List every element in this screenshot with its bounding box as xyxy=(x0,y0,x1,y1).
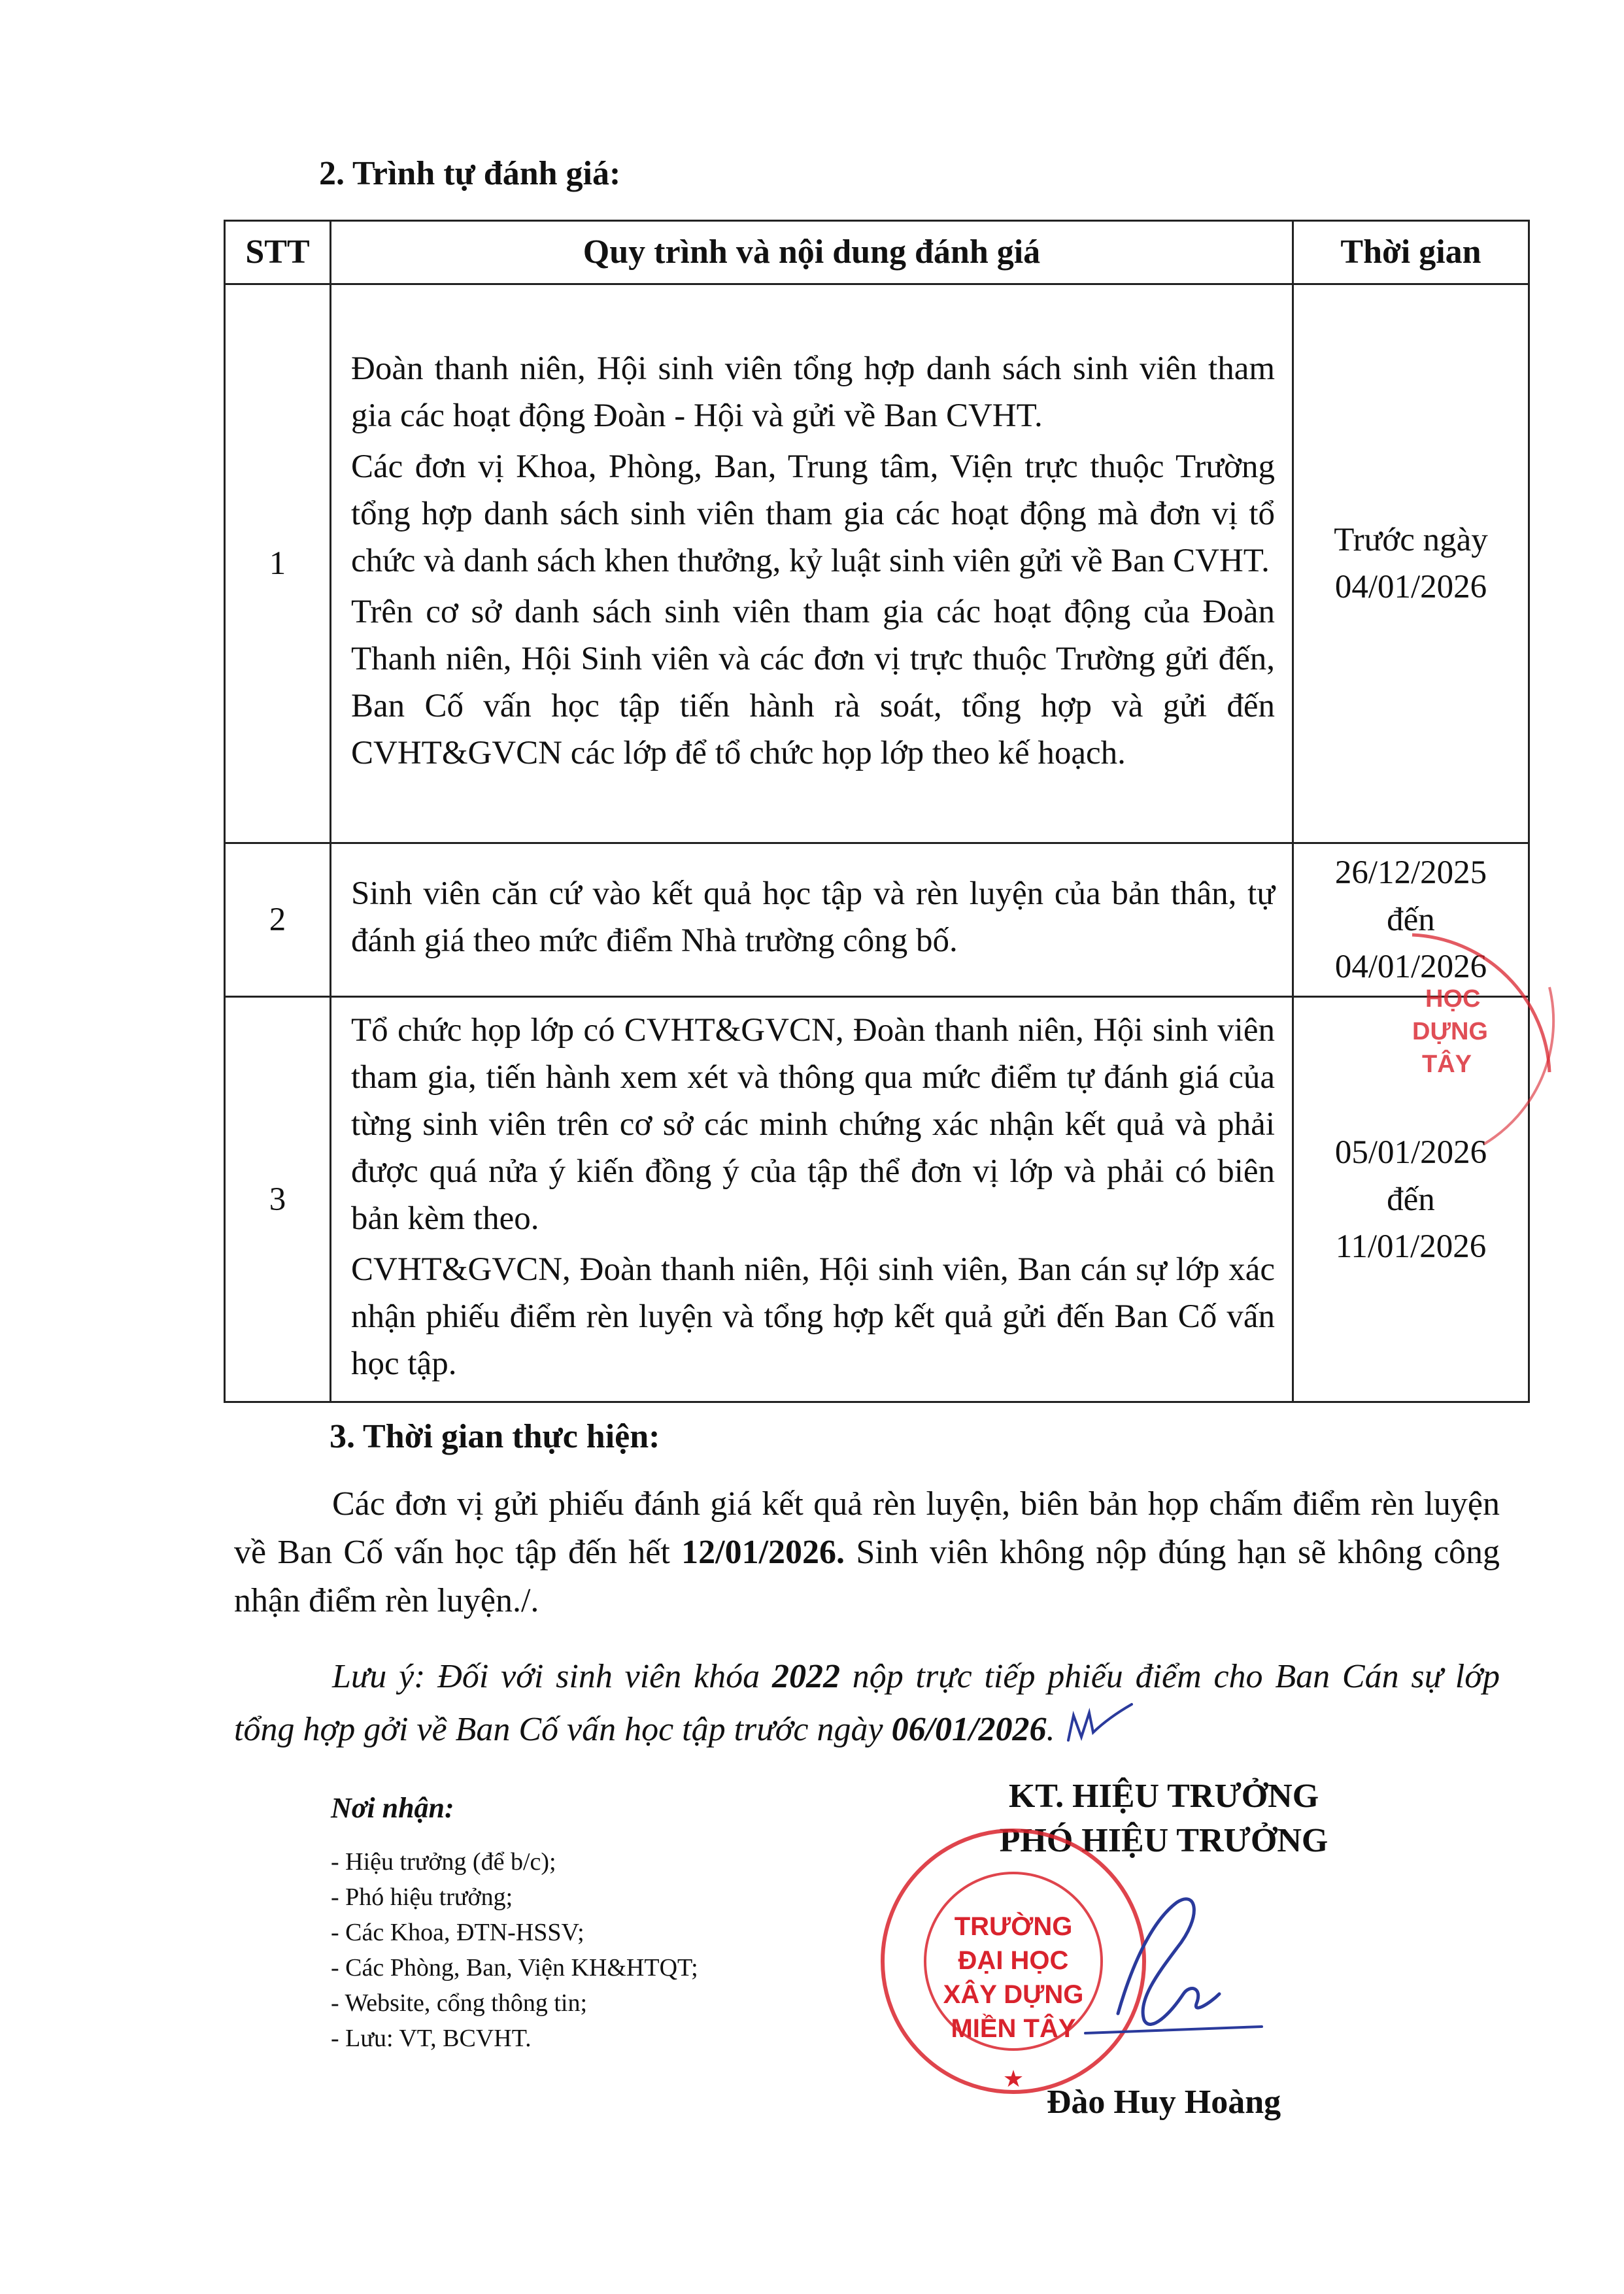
stamp-line: XÂY DỰNG xyxy=(943,1980,1084,2009)
section-3-heading: 3. Thời gian thực hiện: xyxy=(330,1418,660,1455)
header-time: Thời gian xyxy=(1293,221,1529,284)
row-1-content xyxy=(331,284,1293,843)
section-3-text-end: Sinh viên không nộp đúng hạn sẽ không công nhận điểm rèn luyện./. xyxy=(234,1534,1500,1619)
header-content: Quy trình và nội dung đánh giá xyxy=(331,221,1293,284)
signer-name: Đào Huy Hoàng xyxy=(1046,2083,1281,2121)
row-3-paragraph: CVHT&GVCN, Đoàn thanh niên, Hội sinh viên, Ban cán sự lớp xác nhận phiếu điểm rèn luyện và tổng hợp kết quả gửi đến Ban Cố vấn học tập. xyxy=(351,1251,1275,1382)
note-text-middle: nộp trực tiếp phiếu điểm cho Ban Cán sự lớp tổng hợp gởi về Ban Cố vấn học tập trước ngày xyxy=(234,1658,1500,1748)
table-header-row xyxy=(225,221,1529,284)
evaluation-table xyxy=(224,220,1530,1403)
row-3-stt: 3 xyxy=(225,997,331,1402)
signature-title-1: KT. HIỆU TRƯỞNG xyxy=(1008,1778,1319,1815)
note-paragraph: Lưu ý: Đối với sinh viên khóa 2022 nộp trực tiếp phiếu điểm cho Ban Cán sự lớp tổng hợp gởi về Ban Cố vấn học tập trước ngày 06/01/2026. xyxy=(234,1658,1500,1748)
recipient-item: - Hiệu trưởng (để b/c); xyxy=(331,1848,556,1876)
row-2-content xyxy=(331,843,1293,997)
section-3-paragraph xyxy=(234,1480,1500,1625)
recipient-item: - Lưu: VT, BCVHT. xyxy=(331,2025,532,2052)
recipient-item: - Website, cổng thông tin; xyxy=(331,1989,588,2017)
note-text: Đối với sinh viên khóa xyxy=(425,1658,772,1695)
time-line: 05/01/2026 xyxy=(1334,1134,1487,1171)
row-1-time xyxy=(1293,284,1529,843)
svg-text:TÂY: TÂY xyxy=(1422,1051,1472,1078)
recipient-item: - Phó hiệu trưởng; xyxy=(331,1883,513,1911)
recipients-block xyxy=(331,1791,854,2056)
row-3-content xyxy=(331,997,1293,1402)
stamp-line: ĐẠI HỌC xyxy=(958,1946,1069,1975)
deadline-date: 12/01/2026. xyxy=(681,1534,845,1571)
row-3-paragraph: Tổ chức họp lớp có CVHT&GVCN, Đoàn thanh niên, Hội sinh viên tham gia, tiến hành xem xét và thông qua mức điểm tự đánh giá của từng sinh viên trên cơ sở các minh chứng xác nhận kết quả và phải được quá nửa ý kiến đồng ý của tập thể đơn vị lớp và phải có biên bản kèm theo. xyxy=(351,1011,1275,1237)
table-row xyxy=(225,284,1529,843)
table-row xyxy=(225,843,1529,997)
row-2-paragraph: Sinh viên căn cứ vào kết quả học tập và rèn luyện của bản thân, tự đánh giá theo mức điểm Nhà trường công bố. xyxy=(351,875,1275,959)
table-row xyxy=(225,997,1529,1402)
stamp-line: MIỀN TÂY xyxy=(951,2014,1076,2043)
header-stt: STT xyxy=(225,221,331,284)
note-cohort: 2022 xyxy=(771,1658,840,1695)
stamp-line: TRƯỜNG xyxy=(954,1912,1073,1941)
note-label: Lưu ý: xyxy=(332,1658,426,1695)
section-3-text: Các đơn vị gửi phiếu đánh giá kết quả rèn luyện, biên bản họp chấm điểm rèn luyện về Ban Cố vấn học tập đến hết xyxy=(234,1485,1500,1571)
section-2-heading: 2. Trình tự đánh giá: xyxy=(319,155,621,192)
time-line: 11/01/2026 xyxy=(1335,1228,1487,1265)
handwritten-signature-icon xyxy=(1046,1863,1281,2059)
svg-text:DỰNG: DỰNG xyxy=(1412,1018,1488,1045)
svg-text:★: ★ xyxy=(1002,2065,1024,2092)
recipient-item: - Các Khoa, ĐTN-HSSV; xyxy=(331,1919,584,1946)
row-2-stt: 2 xyxy=(225,843,331,997)
time-line: đến xyxy=(1387,902,1435,938)
recipient-item: - Các Phòng, Ban, Viện KH&HTQT; xyxy=(331,1954,698,1982)
partial-stamp-icon xyxy=(1386,909,1569,1183)
recipients-title: Nơi nhận: xyxy=(331,1792,454,1824)
row-1-stt: 1 xyxy=(225,284,331,843)
time-line: đến xyxy=(1387,1181,1435,1218)
row-1-paragraph: Các đơn vị Khoa, Phòng, Ban, Trung tâm, Viện trực thuộc Trường tổng hợp danh sách sinh viên tham gia các hoạt động mà đơn vị tổ chức và danh sách khen thưởng, kỷ luật sinh viên gửi về Ban CVHT. xyxy=(351,448,1275,579)
time-line: 04/01/2026 xyxy=(1334,949,1487,985)
row-1-paragraph: Đoàn thanh niên, Hội sinh viên tổng hợp danh sách sinh viên tham gia các hoạt động Đoàn - Hội và gửi về Ban CVHT. xyxy=(351,350,1275,434)
signature-title-2: PHÓ HIỆU TRƯỞNG xyxy=(999,1822,1328,1859)
row-1-paragraph: Trên cơ sở danh sách sinh viên tham gia các hoạt động của Đoàn Thanh niên, Hội Sinh viên và các đơn vị trực thuộc Trường gửi đến, Ban Cố vấn học tập tiến hành rà soát, tổng hợp và gửi đến CVHT&GVCN các lớp để tổ chức họp lớp theo kế hoạch. xyxy=(351,594,1275,771)
time-line: 26/12/2025 xyxy=(1334,854,1487,891)
time-line: Trước ngày xyxy=(1334,522,1488,558)
svg-text:HỌC: HỌC xyxy=(1425,985,1481,1013)
time-line: 04/01/2026 xyxy=(1334,569,1487,605)
initials-mark-icon xyxy=(1063,1701,1135,1747)
note-date: 06/01/2026 xyxy=(891,1711,1047,1748)
